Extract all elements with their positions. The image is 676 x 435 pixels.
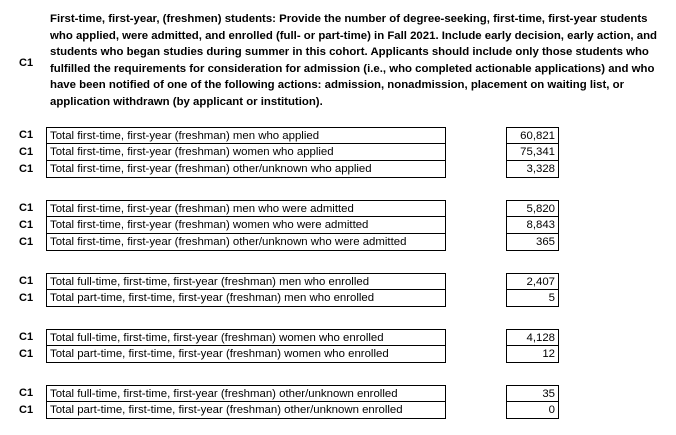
row-code: C1 (19, 236, 34, 248)
row-value[interactable]: 12 (506, 346, 559, 363)
table-row (0, 402, 676, 419)
row-value[interactable]: 75,341 (506, 144, 559, 161)
row-value[interactable]: 5,820 (506, 200, 559, 217)
row-label: Total part-time, first-time, first-year (freshman) other/unknown enrolled (46, 402, 446, 419)
row-value[interactable]: 8,843 (506, 217, 559, 234)
row-code: C1 (19, 404, 34, 416)
table-row (0, 127, 676, 144)
table-row (0, 234, 676, 251)
row-code: C1 (19, 146, 34, 158)
row-value[interactable]: 3,328 (506, 161, 559, 178)
table-row (0, 144, 676, 161)
row-label: Total full-time, first-time, first-year (freshman) men who enrolled (46, 273, 446, 290)
intro-paragraph: First-time, first-year, (freshmen) students: Provide the number of degree-seeking, first-time, first-year students who applied, were admitted, and enrolled (full- or part-time) in Fall 2021. Include early decision, early action, and students who began studies during summer in this cohort. Applicants should include only those students who fulfilled the requirements for consideration for admission (i.e., who completed actionable applications) and who have been notified of one of the following actions: admission, nonadmission, placement on waiting list, or application withdrawn (by applicant or institution). (50, 13, 658, 108)
row-label: Total part-time, first-time, first-year (freshman) women who enrolled (46, 346, 446, 363)
row-code: C1 (19, 163, 34, 175)
row-value[interactable]: 35 (506, 385, 559, 402)
row-value[interactable]: 4,128 (506, 329, 559, 346)
row-label: Total first-time, first-year (freshman) men who applied (46, 127, 446, 144)
row-label: Total first-time, first-year (freshman) women who applied (46, 144, 446, 161)
table-row (0, 161, 676, 178)
row-label: Total part-time, first-time, first-year (freshman) men who enrolled (46, 290, 446, 307)
table-row (0, 329, 676, 346)
table-row (0, 290, 676, 307)
row-code: C1 (19, 275, 34, 287)
row-code: C1 (19, 129, 34, 141)
row-value[interactable]: 60,821 (506, 127, 559, 144)
row-code: C1 (19, 331, 34, 343)
row-value[interactable]: 2,407 (506, 273, 559, 290)
row-label: Total first-time, first-year (freshman) men who were admitted (46, 200, 446, 217)
table-row (0, 385, 676, 402)
row-label: Total first-time, first-year (freshman) other/unknown who were admitted (46, 234, 446, 251)
row-value[interactable]: 365 (506, 234, 559, 251)
row-value[interactable]: 5 (506, 290, 559, 307)
intro-code: C1 (19, 57, 34, 69)
table-row (0, 217, 676, 234)
row-value[interactable]: 0 (506, 402, 559, 419)
row-code: C1 (19, 202, 34, 214)
row-label: Total full-time, first-time, first-year (freshman) women who enrolled (46, 329, 446, 346)
table-row (0, 273, 676, 290)
row-code: C1 (19, 292, 34, 304)
row-label: Total first-time, first-year (freshman) women who were admitted (46, 217, 446, 234)
row-label: Total full-time, first-time, first-year (freshman) other/unknown enrolled (46, 385, 446, 402)
row-code: C1 (19, 387, 34, 399)
table-row (0, 200, 676, 217)
row-code: C1 (19, 219, 34, 231)
row-label: Total first-time, first-year (freshman) other/unknown who applied (46, 161, 446, 178)
row-code: C1 (19, 348, 34, 360)
table-row (0, 346, 676, 363)
